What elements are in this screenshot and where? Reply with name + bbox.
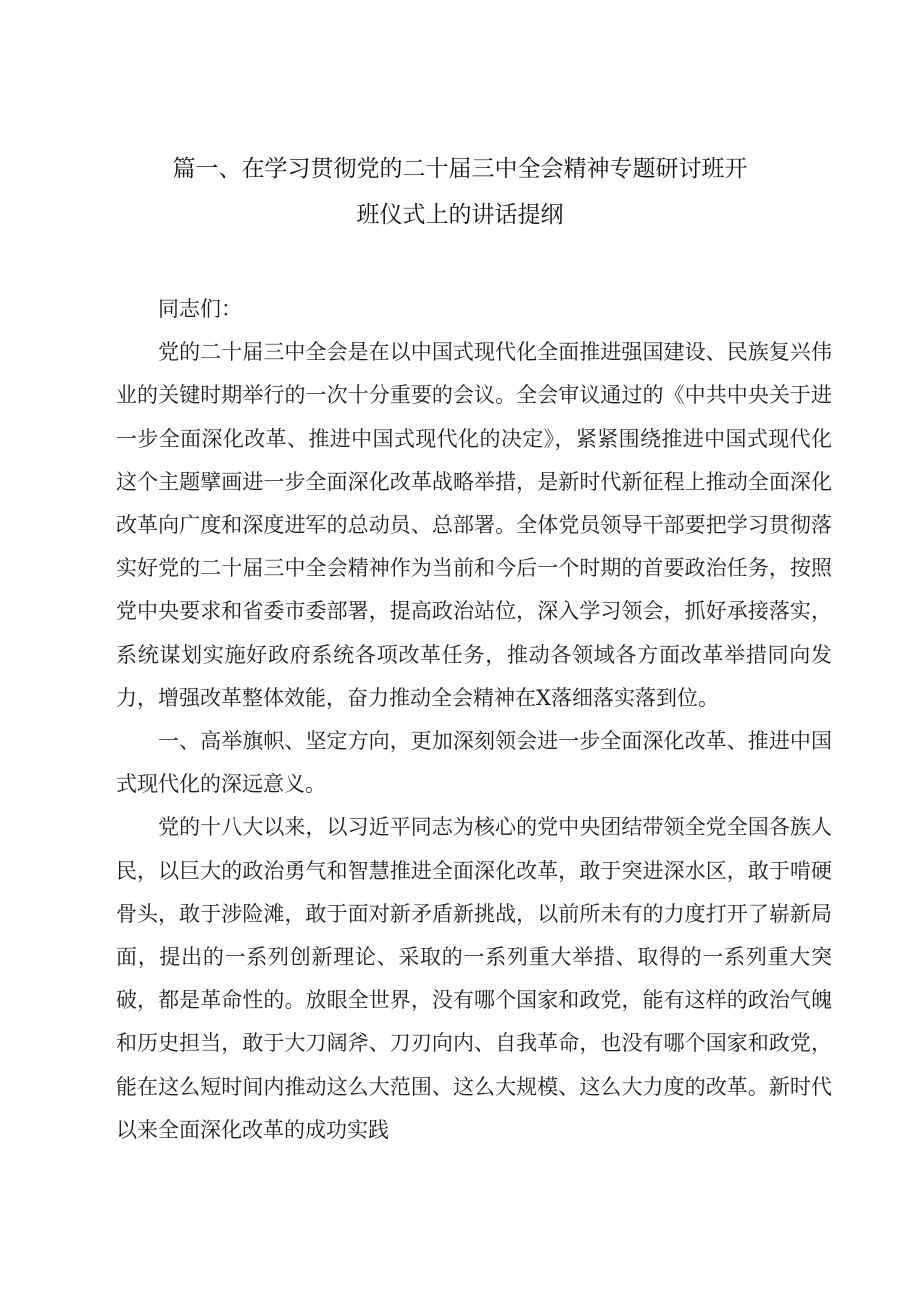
paragraph-intro: 党的二十届三中全会是在以中国式现代化全面推进强国建设、民族复兴伟业的关键时期举行的一次十分重要的会议。全会审议通过的《中共中央关于进一步全面深化改革、推进中国式现代化的决定》，紧紧围绕推进中国式现代化这个主题擘画进一步全面深化改革战略举措，是新时代新征程上推动全面深化改革向广度和深度进军的总动员、总部署。全体党员领导干部要把学习贯彻落实好党的二十届三中全会精神作为当前和今后一个时期的首要政治任务，按照党中央要求和省委市委部署，提高政治站位，深入学习领会，抓好承接落实，系统谋划实施好政府系统各项改革任务，推动各领域各方面改革举措同向发力，增强改革整体效能，奋力推动全会精神在X落细落实落到位。 — [116, 340, 832, 710]
salutation: 同志们： — [158, 297, 242, 321]
document-title-line-2: 班仪式上的讲话提纲 — [356, 202, 564, 228]
paragraph-body: 党的十八大以来，以习近平同志为核心的党中央团结带领全党全国各族人民，以巨大的政治勇气和智慧推进全面深化改革，敢于突进深水区，敢于啃硬骨头，敢于涉险滩，敢于面对新矛盾新挑战，以前所未有的力度打开了崭新局面，提出的一系列创新理论、采取的一系列重大举措、取得的一系列重大突破，都是革命性的。放眼全世界，没有哪个国家和政党，能有这样的政治气魄和历史担当，敢于大刀阔斧、刀刃向内、自我革命，也没有哪个国家和政党，能在这么短时间内推动这么大范围、这么大规模、这么大力度的改革。新时代以来全面深化改革的成功实践 — [116, 815, 832, 1142]
paragraph-section-heading: 一、高举旗帜、坚定方向，更加深刻领会进一步全面深化改革、推进中国式现代化的深远意义。 — [116, 729, 832, 797]
document-body — [116, 288, 832, 1152]
document-title-line-1: 篇一、在学习贯彻党的二十届三中全会精神专题研讨班开 — [172, 156, 748, 182]
